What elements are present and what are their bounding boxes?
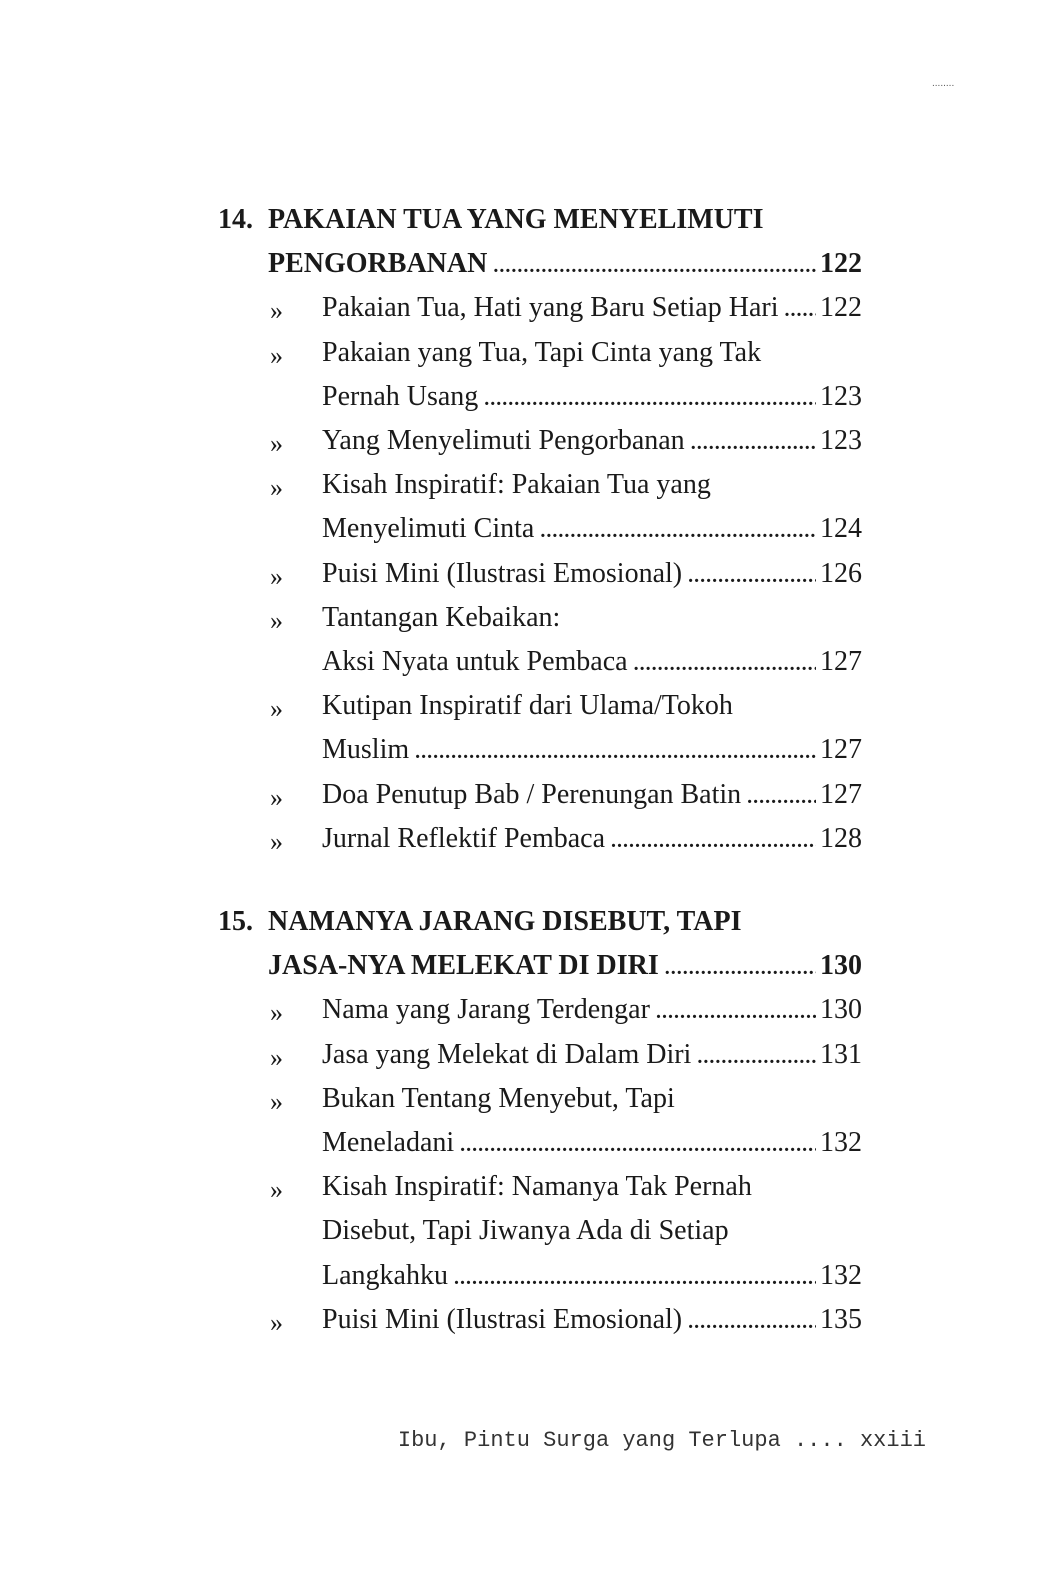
toc-entry xyxy=(322,1259,862,1291)
toc-entry-line xyxy=(322,601,862,633)
toc-entry xyxy=(322,1038,862,1070)
bullet-icon: » xyxy=(270,694,283,724)
toc-entry-line xyxy=(322,336,862,368)
toc-page-number: 122 xyxy=(820,292,862,324)
chapter-title-line xyxy=(218,906,862,937)
bullet-icon: » xyxy=(270,473,283,503)
toc-entry-text: Kisah Inspiratif: Pakaian Tua yang xyxy=(322,469,711,501)
toc-page-number: 124 xyxy=(820,513,862,545)
chapter-number: 14. xyxy=(218,204,253,235)
toc-page-number: 127 xyxy=(820,646,862,677)
bullet-icon: » xyxy=(270,1042,283,1072)
dot-leader xyxy=(688,566,816,586)
dot-leader xyxy=(540,521,816,541)
bullet-icon: » xyxy=(270,605,283,635)
toc-entry-text: Aksi Nyata untuk Pembaca xyxy=(322,646,628,677)
dot-leader xyxy=(484,389,816,409)
bullet-icon: » xyxy=(270,340,283,370)
toc-entry-text: Tantangan Kebaikan: xyxy=(322,601,561,633)
bullet-icon: » xyxy=(270,429,283,458)
toc-entry-text: Kisah Inspiratif: Namanya Tak Pernah xyxy=(322,1171,752,1203)
toc-entry xyxy=(322,427,862,455)
toc-entry-text: Puisi Mini (Ilustrasi Emosional) xyxy=(322,1303,683,1335)
dot-leader xyxy=(665,958,816,978)
dot-leader xyxy=(784,300,816,320)
dot-leader xyxy=(688,1312,816,1332)
dot-leader xyxy=(493,256,816,276)
chapter-page-number: 122 xyxy=(820,248,862,280)
chapter-title: PAKAIAN TUA YANG MENYELIMUTI xyxy=(268,204,764,235)
running-footer: Ibu, Pintu Surga yang Terlupa .... xxiii xyxy=(397,1428,926,1453)
toc-entry xyxy=(322,557,862,589)
toc-page-number: 123 xyxy=(820,425,862,456)
toc-entry xyxy=(322,294,862,322)
toc-entry-text: Pakaian Tua, Hati yang Baru Setiap Hari xyxy=(322,292,779,324)
chapter-title-line xyxy=(268,250,862,278)
toc-entry-text: Doa Penutup Bab / Perenungan Batin xyxy=(322,778,742,810)
toc-entry-line xyxy=(322,1217,862,1245)
bullet-icon: » xyxy=(270,782,283,812)
toc-entry xyxy=(322,515,862,543)
bullet-icon: » xyxy=(270,826,283,856)
toc-entry-text: Menyelimuti Cinta xyxy=(322,513,535,545)
toc-entry-text: Pernah Usang xyxy=(322,380,479,412)
dot-leader xyxy=(415,742,816,762)
dot-leader xyxy=(634,654,816,674)
dot-leader xyxy=(691,433,816,453)
toc-entry-line xyxy=(322,1082,862,1114)
chapter-title-line xyxy=(218,204,862,235)
toc-entry xyxy=(322,648,862,676)
bullet-icon: » xyxy=(270,998,283,1028)
chapter-title: NAMANYA JARANG DISEBUT, TAPI xyxy=(268,906,742,937)
chapter-title: JASA-NYA MELEKAT DI DIRI xyxy=(268,950,659,982)
dot-leader xyxy=(697,1047,816,1067)
dot-leader xyxy=(454,1268,816,1288)
toc-page-number: 131 xyxy=(820,1038,862,1070)
toc-entry xyxy=(322,996,862,1024)
toc-page-number: 135 xyxy=(820,1303,862,1335)
chapter-number: 15. xyxy=(218,906,253,937)
dot-leader xyxy=(656,1002,816,1022)
toc-entry-line xyxy=(322,1173,862,1201)
toc-page-number: 123 xyxy=(820,380,862,412)
toc-entry xyxy=(322,736,862,764)
dot-leader xyxy=(747,787,816,807)
toc-entry-line xyxy=(322,692,862,720)
toc-entry-text: Langkahku xyxy=(322,1259,448,1291)
dot-leader xyxy=(460,1135,816,1155)
bullet-icon: » xyxy=(270,561,283,591)
toc-entry-text: Nama yang Jarang Terdengar xyxy=(322,994,650,1026)
toc-entry-text: Pakaian yang Tua, Tapi Cinta yang Tak xyxy=(322,336,762,368)
toc-entry xyxy=(322,380,862,412)
toc-entry-text: Meneladani xyxy=(322,1127,455,1158)
toc-entry-text: Yang Menyelimuti Pengorbanan xyxy=(322,425,685,456)
toc-page-number: 127 xyxy=(820,778,862,810)
toc-page-number: 132 xyxy=(820,1127,862,1158)
dot-leader xyxy=(611,831,816,851)
toc-entry xyxy=(322,1303,862,1335)
toc-entry-text: Jurnal Reflektif Pembaca xyxy=(322,822,606,854)
toc-page-number: 126 xyxy=(820,557,862,589)
toc-entry xyxy=(322,778,862,810)
corner-mark: ........ xyxy=(932,78,955,89)
toc-entry-line xyxy=(322,471,862,499)
toc-entry-text: Puisi Mini (Ilustrasi Emosional) xyxy=(322,557,683,589)
bullet-icon: » xyxy=(270,1086,283,1116)
toc-page-number: 132 xyxy=(820,1259,862,1291)
toc-entry xyxy=(322,1129,862,1157)
toc-entry-text: Kutipan Inspiratif dari Ulama/Tokoh xyxy=(322,690,733,722)
toc-entry xyxy=(322,822,862,854)
chapter-page-number: 130 xyxy=(820,950,862,982)
bullet-icon: » xyxy=(270,1175,283,1205)
toc-entry-text: Jasa yang Melekat di Dalam Diri xyxy=(322,1038,692,1070)
toc-entry-text: Disebut, Tapi Jiwanya Ada di Setiap xyxy=(322,1215,729,1247)
toc-entry-text: Muslim xyxy=(322,734,410,766)
toc-page-number: 128 xyxy=(820,822,862,854)
toc-page-number: 130 xyxy=(820,994,862,1026)
chapter-title: PENGORBANAN xyxy=(268,248,488,280)
chapter-title-line xyxy=(268,952,862,980)
toc-entry-text: Bukan Tentang Menyebut, Tapi xyxy=(322,1082,675,1114)
toc-page-number: 127 xyxy=(820,734,862,766)
bullet-icon: » xyxy=(270,1307,283,1337)
bullet-icon: » xyxy=(270,296,283,326)
